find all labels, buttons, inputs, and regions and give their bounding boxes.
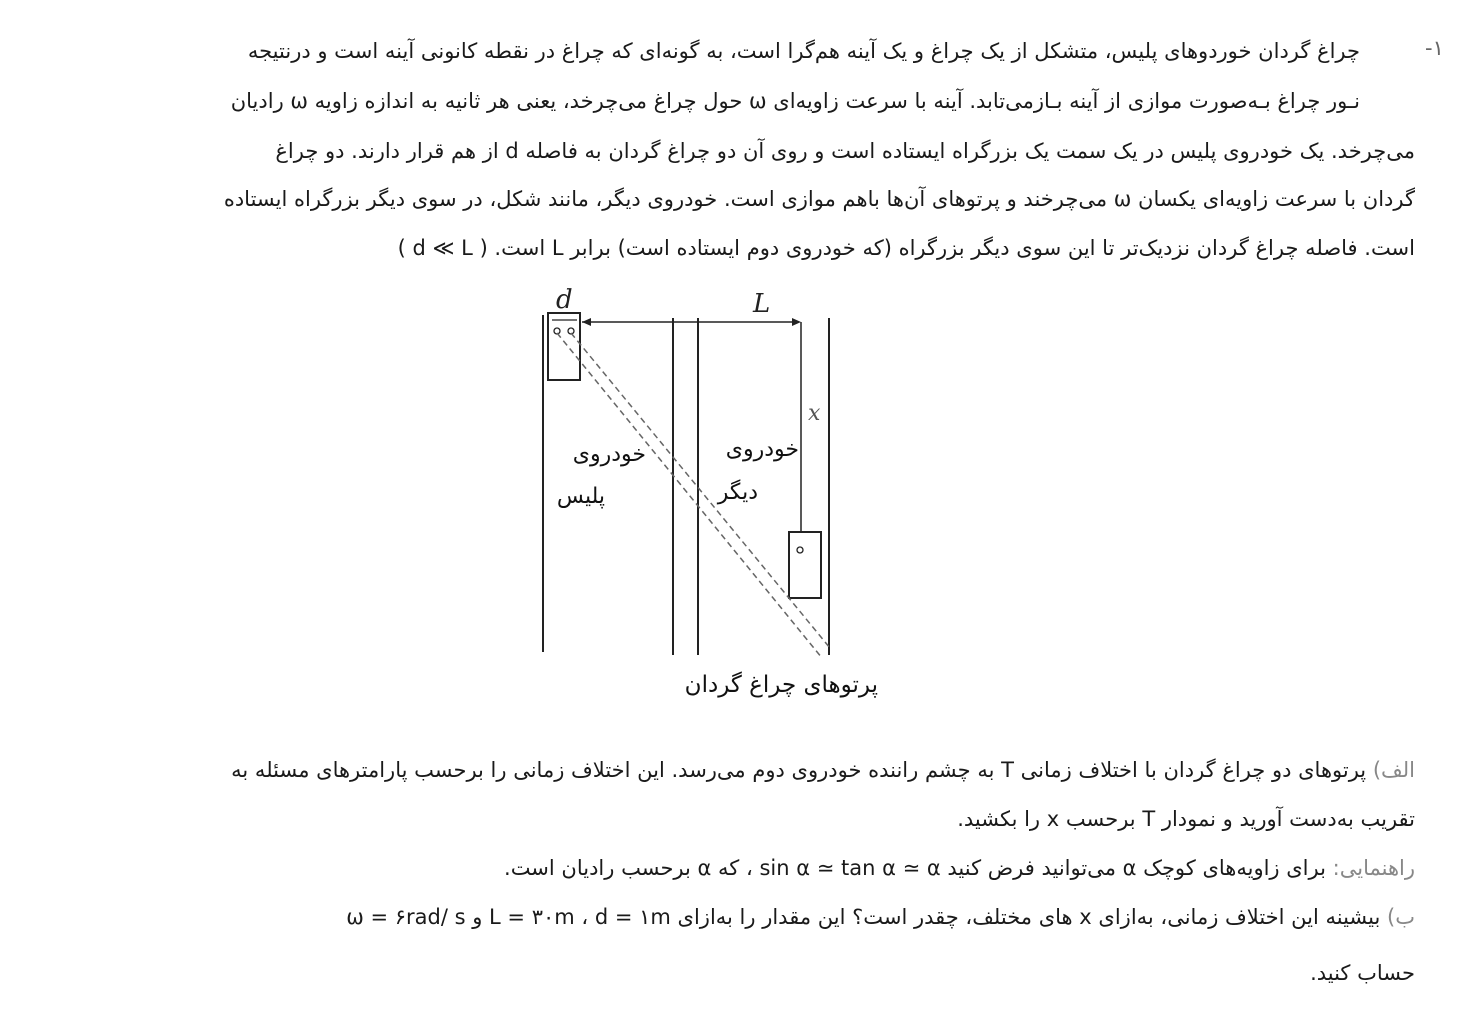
part-a-text-1: پرتوهای دو چراغ گردان با اختلاف زمانی T به چشم راننده خودروی دوم می‌رسد. این اختلاف زمانی را برحسب پارامترهای مسئله به <box>231 758 1373 782</box>
part-b-text-1: بیشینه این اختلاف زمانی، به‌ازای x های مختلف، چقدر است؟ این مقدار را به‌ازای L = ۳۰m ، d = ۱m و ω = ۶rad/ s <box>346 905 1388 929</box>
part-b-line-1 <box>346 902 1415 932</box>
hint-text: برای زاویه‌های کوچک α می‌توانید فرض کنید sin α ≃ tan α ≃ α ، که α برحسب رادیان است. <box>504 856 1333 880</box>
driver-eye <box>797 547 803 553</box>
other-car <box>789 532 821 598</box>
part-b-label: ب) <box>1387 905 1415 929</box>
intro-line-3: می‌چرخد. یک خودروی پلیس در یک سمت یک بزرگراه ایستاده است و روی آن دو چراغ گردان به فاصله d از هم قرار دارند. دو چراغ <box>275 139 1415 163</box>
hint-line <box>504 853 1415 883</box>
part-a-line-1 <box>231 755 1415 785</box>
police-car-label-2: پلیس <box>556 484 605 509</box>
intro-line-2: نـور چراغ بـه‌صورت موازی از آینه بـازمی‌تابد. آینه با سرعت زاویه‌ای ω حول چراغ می‌چرخد، یعنی هر ثانیه به اندازه زاویه ω رادیان <box>230 89 1360 113</box>
other-car-label: خودروی <box>725 437 799 462</box>
hint-label: راهنمایی: <box>1332 856 1415 880</box>
intro-line-5: است. فاصله چراغ گردان نزدیک‌تر تا این سوی دیگر بزرگراه (که خودروی دوم ایستاده است) برابر L است. ( d ≪ L ) <box>397 236 1415 260</box>
label-L: L <box>753 289 771 319</box>
police-car-label: خودروی <box>572 442 646 467</box>
other-car-label-2: دیگر <box>717 480 758 505</box>
police-car <box>548 313 580 380</box>
label-x: x <box>808 401 821 426</box>
rays-caption: پرتوهای چراغ گردان <box>684 672 878 698</box>
part-b-line-2: حساب کنید. <box>1310 961 1415 985</box>
part-a-line-2: تقریب به‌دست آورید و نمودار T برحسب x را بکشید. <box>957 807 1415 831</box>
ray-2 <box>571 333 830 648</box>
part-a-label: الف) <box>1372 758 1415 782</box>
intro-line-4: گردان با سرعت زاویه‌ای یکسان ω می‌چرخند و پرتوهای آن‌ها باهم موازی است. خودروی دیگر، مانند شکل، در سوی دیگر بزرگراه ایستاده <box>223 187 1415 211</box>
label-d: d <box>556 285 573 315</box>
question-number: ۱- <box>1425 36 1444 60</box>
intro-line-1: چراغ گردان خوردوهای پلیس، متشکل از یک چراغ و یک آینه هم‌گرا است، به گونه‌ای که چراغ در نقطه کانونی آینه است و درنتیجه <box>247 39 1360 63</box>
